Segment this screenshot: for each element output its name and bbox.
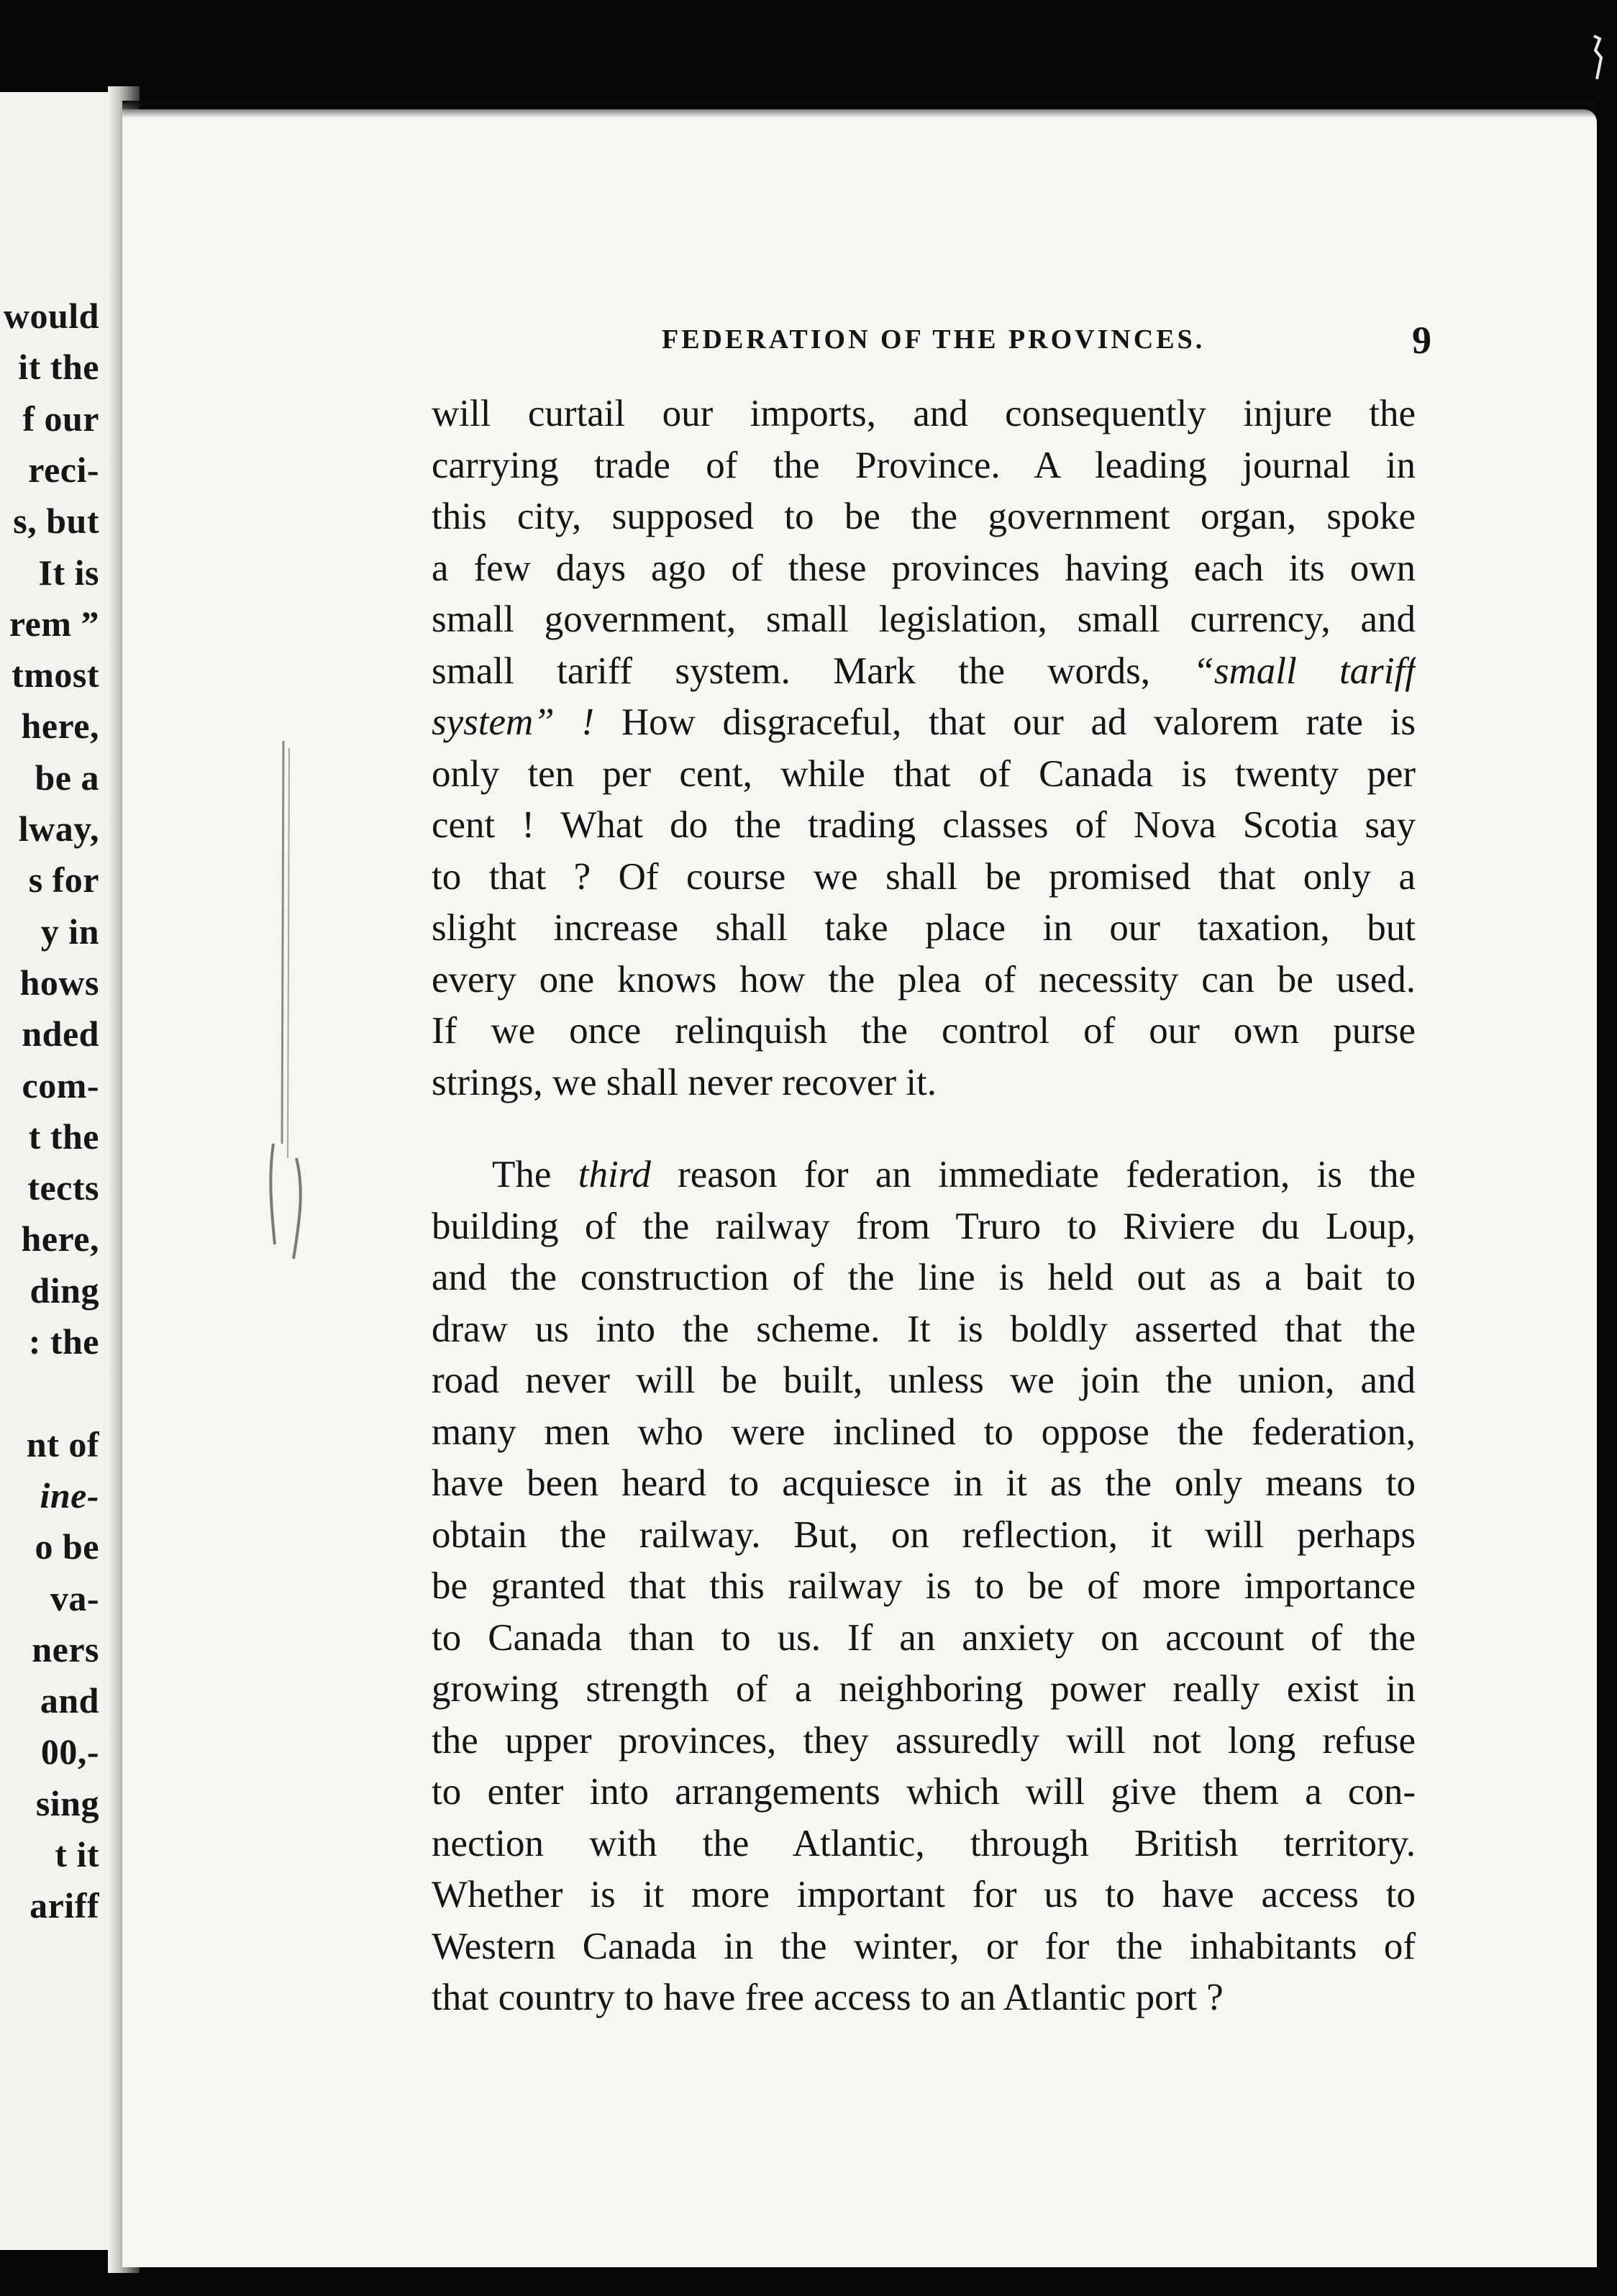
text-line: system” ! How disgraceful, that our ad valorem rate is (432, 701, 1416, 743)
text-line: If we once relinquish the control of our own purse (432, 1010, 1416, 1052)
text-line: many men who were inclined to oppose the federation, (432, 1411, 1416, 1453)
text-line: a few days ago of these provinces having each its own (432, 547, 1416, 589)
text-line: road never will be built, unless we join the union, and (432, 1359, 1416, 1401)
previous-page-fragment (0, 92, 121, 2250)
text-line: small government, small legislation, small currency, and (432, 598, 1416, 640)
text-line: have been heard to acquiesce in it as the only means to (432, 1462, 1416, 1504)
left-page-line: ners (32, 1628, 99, 1669)
left-page-line: : the (28, 1321, 99, 1362)
text-line: that country to have free access to an Atlantic port ? (432, 1977, 1224, 2018)
text-line: to Canada than to us. If an anxiety on account of the (432, 1616, 1416, 1659)
text-line: Whether is it more important for us to have access to (432, 1874, 1416, 1915)
left-page-line: t the (28, 1116, 99, 1157)
left-page-line: hows (19, 962, 99, 1003)
left-page-line: reci- (28, 449, 99, 490)
left-page-line: here, (21, 1218, 99, 1259)
page-top-shadow (122, 101, 1597, 118)
left-page-line: y in (40, 911, 99, 952)
text-line: obtain the railway. But, on reflection, it will perhaps (432, 1513, 1416, 1556)
text-line: the upper provinces, they assuredly will not long refuse (432, 1719, 1416, 1762)
left-page-line: lway, (18, 808, 99, 849)
text-line: and the construction of the line is held out as a bait to (432, 1257, 1416, 1298)
text-line: to enter into arrangements which will give them a con- (432, 1771, 1416, 1813)
left-page-line: It is (38, 552, 99, 593)
left-page-line: here, (21, 706, 99, 747)
left-page-line: s, but (13, 501, 99, 542)
left-page-line: ine- (40, 1475, 99, 1516)
text-line: strings, we shall never recover it. (432, 1061, 937, 1103)
left-page-line: be a (35, 757, 99, 798)
text-line: draw us into the scheme. It is boldly asserted that the (432, 1308, 1416, 1350)
left-page-line: and (40, 1680, 99, 1721)
text-line: slight increase shall take place in our taxation, but (432, 907, 1416, 949)
text-line: cent ! What do the trading classes of Nova Scotia say (432, 804, 1416, 846)
text-line: carrying trade of the Province. A leading journal in (432, 444, 1416, 486)
text-line: building of the railway from Truro to Riviere du Loup, (432, 1205, 1416, 1247)
text-line: to that ? Of course we shall be promised that only a (432, 855, 1416, 898)
left-page-line: com- (22, 1065, 99, 1106)
left-page-line: nt of (26, 1423, 99, 1464)
left-page-line: nded (22, 1013, 99, 1054)
paragraph-third-reason (432, 1149, 1416, 2024)
text-line: be granted that this railway is to be of more importance (432, 1565, 1416, 1607)
paragraph-continuation (432, 388, 1416, 1108)
page-number: 9 (1412, 319, 1431, 362)
text-line: The third reason for an immediate federation, is the (492, 1154, 1416, 1195)
left-page-line: 00,- (40, 1731, 99, 1772)
left-page-line: t it (55, 1834, 99, 1874)
left-page-line: would (3, 296, 99, 336)
left-page-line: ding (29, 1270, 99, 1311)
left-page-line: tects (27, 1167, 99, 1208)
left-page-line: ariff (29, 1885, 99, 1926)
text-line: small tariff system. Mark the words, “small tariff (432, 650, 1416, 692)
pencil-margin-mark (268, 741, 311, 1316)
text-line: growing strength of a neighboring power really exist in (432, 1668, 1416, 1710)
text-line: this city, supposed to be the government organ, spoke (432, 496, 1416, 537)
running-header (662, 319, 1431, 367)
text-line: every one knows how the plea of necessity can be used. (432, 958, 1416, 1001)
text-line: will curtail our imports, and consequently injure the (432, 393, 1416, 434)
text-line: nection with the Atlantic, through British territory. (432, 1822, 1416, 1864)
running-head-title: FEDERATION OF THE PROVINCES. (662, 324, 1206, 355)
left-page-line: va- (50, 1577, 99, 1618)
text-line: Western Canada in the winter, or for the inhabitants of (432, 1925, 1416, 1967)
left-page-line: rem ” (9, 603, 99, 644)
left-page-line: tmost (12, 655, 99, 696)
left-page-line: f our (22, 398, 99, 439)
scan-artifact-mark (1587, 29, 1608, 94)
left-page-line: s for (28, 860, 99, 901)
text-line: only ten per cent, while that of Canada is twenty per (432, 752, 1416, 795)
left-page-line: it the (18, 347, 99, 388)
left-page-line: o be (35, 1526, 99, 1567)
left-page-line: sing (35, 1782, 99, 1823)
